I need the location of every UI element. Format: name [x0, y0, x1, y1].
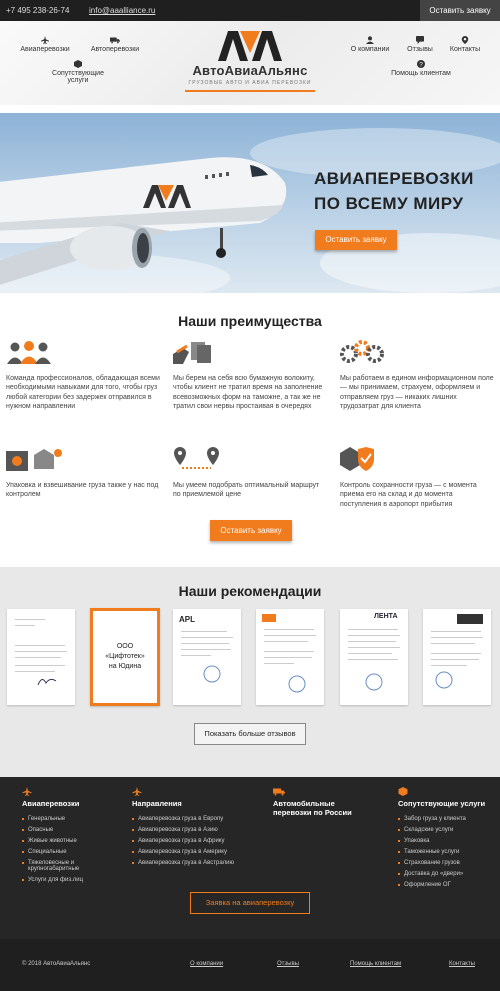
truck-icon: [273, 787, 285, 796]
review-letter-card[interactable]: [256, 609, 324, 705]
signature-icon: [37, 675, 57, 687]
stamp-icon: [364, 673, 384, 691]
plane-icon: [22, 787, 32, 796]
nav-contacts[interactable]: [430, 36, 500, 53]
footer-link[interactable]: Опасные: [22, 827, 122, 833]
advantage-item: [6, 447, 161, 500]
recommendations-title: Наши рекомендации: [178, 583, 322, 599]
advantage-text: Мы работаем в едином информационном поле — мы принимаем, страхуем, оформляем и отправляем груз — никаких лишних трудозатрат для клиента: [340, 374, 494, 410]
plane-icon: [40, 36, 50, 44]
footer-link[interactable]: Таможенные услуги: [398, 849, 498, 855]
nav-auto[interactable]: [80, 36, 150, 53]
bottom-link-about[interactable]: О компании: [190, 961, 224, 967]
bottom-link-contacts[interactable]: Контакты: [449, 961, 475, 967]
advantage-text: Упаковка и взвешивание груза также у нас под контролем: [6, 481, 159, 498]
map-pin-icon: [460, 36, 470, 44]
review-letter-card[interactable]: [340, 609, 408, 705]
email-link[interactable]: info@aaalliance.ru: [89, 6, 156, 15]
footer-link[interactable]: Доставка до «двери»: [398, 871, 498, 877]
bottom-link-help[interactable]: Помощь клиентам: [350, 961, 402, 967]
featured-review-label: ООО «Цифтотек» на Юдина: [105, 643, 145, 670]
advantage-item: [173, 340, 328, 412]
footer-link[interactable]: Авиаперевозка груза в Африку: [132, 838, 262, 844]
nav-aviation-label: Авиаперевозки: [20, 46, 70, 53]
show-more-reviews-button[interactable]: Показать больше отзывов: [194, 723, 306, 745]
advantage-text: Мы умеем подобрать оптимальный маршрут по приемлемой цене: [173, 481, 320, 498]
stamp-icon: [288, 675, 306, 693]
stamp-icon: [203, 665, 221, 683]
footer-link[interactable]: Оформление ОГ: [398, 882, 498, 888]
advantage-text: Команда профессионалов, обладающая всеми необходимыми навыками для того, чтобы груз любой категории без задержек отправился в нужном направлении: [6, 374, 160, 410]
footer-link[interactable]: Складские услуги: [398, 827, 498, 833]
gears-icon: [340, 340, 384, 364]
user-icon: [365, 36, 375, 44]
footer-link[interactable]: Страхование грузов: [398, 860, 498, 866]
footer-link[interactable]: Упаковка: [398, 838, 498, 844]
featured-review-card[interactable]: [90, 608, 160, 706]
review-company-logo: ЛЕНТА: [374, 613, 398, 620]
logo[interactable]: [185, 31, 315, 119]
nav-help[interactable]: [386, 60, 456, 77]
footer-link[interactable]: Забор груза у клиента: [398, 816, 498, 822]
footer-link[interactable]: Тяжеловесные и крупногабаритные: [22, 860, 92, 872]
bottom-link-reviews[interactable]: Отзывы: [277, 961, 299, 967]
review-company-logo: APL: [179, 615, 195, 624]
logo-underline: [185, 90, 315, 92]
chat-icon: [415, 36, 425, 44]
footer-link[interactable]: Авиаперевозка груза в Европу: [132, 816, 262, 822]
footer-col-directions: [132, 787, 262, 871]
footer-col-title: Сопутствующие услуги: [398, 799, 486, 808]
nav-aviation[interactable]: [10, 36, 80, 53]
advantage-text: Контроль сохранности груза — с момента приема его на склад и до момента поступления в аэропорт прибытия: [340, 481, 477, 508]
footer-col-auto: [273, 787, 373, 825]
header: [0, 21, 500, 105]
hero-title-line1: АВИАПЕРЕВОЗКИ: [314, 169, 474, 188]
nav-services-label: Сопутствующие услуги: [52, 70, 104, 84]
advantage-item: [340, 447, 495, 509]
hero-title-line2: ПО ВСЕМУ МИРУ: [314, 194, 464, 213]
route-icon: [173, 447, 221, 471]
advantages-order-button[interactable]: Оставить заявку: [210, 520, 292, 541]
footer-col-title: Направления: [132, 799, 182, 808]
advantage-item: [173, 447, 328, 500]
plane-icon: [132, 787, 142, 796]
logo-mark-icon: [218, 31, 282, 61]
advantage-item: [340, 340, 495, 412]
order-button[interactable]: Оставить заявку: [420, 0, 500, 21]
footer: [0, 777, 500, 991]
recommendations-section: [0, 567, 500, 777]
footer-link[interactable]: Авиаперевозка груза в Азию: [132, 827, 262, 833]
advantage-item: [6, 340, 161, 412]
company-logo-icon: [262, 614, 276, 622]
footer-col-title: Авиаперевозки: [22, 799, 80, 808]
phone-link[interactable]: +7 495 238-26-74: [6, 6, 70, 15]
svg-text:?: ?: [419, 61, 423, 68]
advantage-text: Мы берем на себя всю бумажную волокиту, чтобы клиент не тратил время на заполнение всевозможных форм на таможне, а так же не тратил свои нервы простаивая в очередях: [173, 374, 323, 410]
nav-auto-label: Автоперевозки: [90, 46, 140, 53]
top-bar: [0, 0, 500, 21]
logo-tagline: ГРУЗОВЫЕ АВТО И АВИА ПЕРЕВОЗКИ: [188, 80, 312, 86]
hero-order-button[interactable]: Оставить заявку: [315, 230, 397, 250]
company-logo-icon: [457, 614, 483, 624]
team-icon: [6, 340, 52, 364]
footer-link[interactable]: Авиаперевозка груза в Америку: [132, 849, 262, 855]
nav-contacts-label: Контакты: [449, 46, 481, 53]
scale-icon: [6, 447, 62, 471]
box-icon: [398, 787, 408, 796]
copyright: © 2018 АвтоАвиаАльянс: [22, 961, 91, 967]
footer-link[interactable]: Услуги для физ.лиц: [22, 877, 122, 883]
advantages-title: Наши преимущества: [178, 313, 322, 329]
truck-icon: [110, 36, 120, 44]
nav-help-label: Помощь клиентам: [391, 70, 451, 77]
footer-col-services: [398, 787, 498, 893]
documents-icon: [173, 340, 215, 364]
review-letter-card[interactable]: [7, 609, 75, 705]
hero-title: [314, 166, 474, 216]
footer-link[interactable]: Живые животные: [22, 838, 122, 844]
stamp-icon: [435, 671, 453, 689]
help-icon: [416, 60, 426, 68]
aviation-request-button[interactable]: Заявка на авиаперевозку: [190, 892, 310, 914]
nav-reviews-label: Отзывы: [407, 46, 433, 53]
bottom-bar: [0, 939, 500, 991]
footer-link[interactable]: Генеральные: [22, 816, 122, 822]
footer-link[interactable]: Специальные: [22, 849, 122, 855]
review-letter-card[interactable]: [423, 609, 491, 705]
hero-banner: [0, 113, 500, 293]
logo-name: АвтоАвиаАльянс: [192, 63, 308, 78]
shield-icon: [340, 447, 374, 471]
box-icon: [73, 60, 83, 68]
review-letter-card[interactable]: [173, 609, 241, 705]
footer-link[interactable]: Авиаперевозка груза в Австралию: [132, 860, 262, 866]
nav-about-label: О компании: [350, 46, 390, 53]
footer-col-aviation: [22, 787, 122, 888]
footer-col-title[interactable]: Автомобильные перевозки по России: [273, 799, 352, 817]
nav-services[interactable]: [43, 60, 113, 84]
